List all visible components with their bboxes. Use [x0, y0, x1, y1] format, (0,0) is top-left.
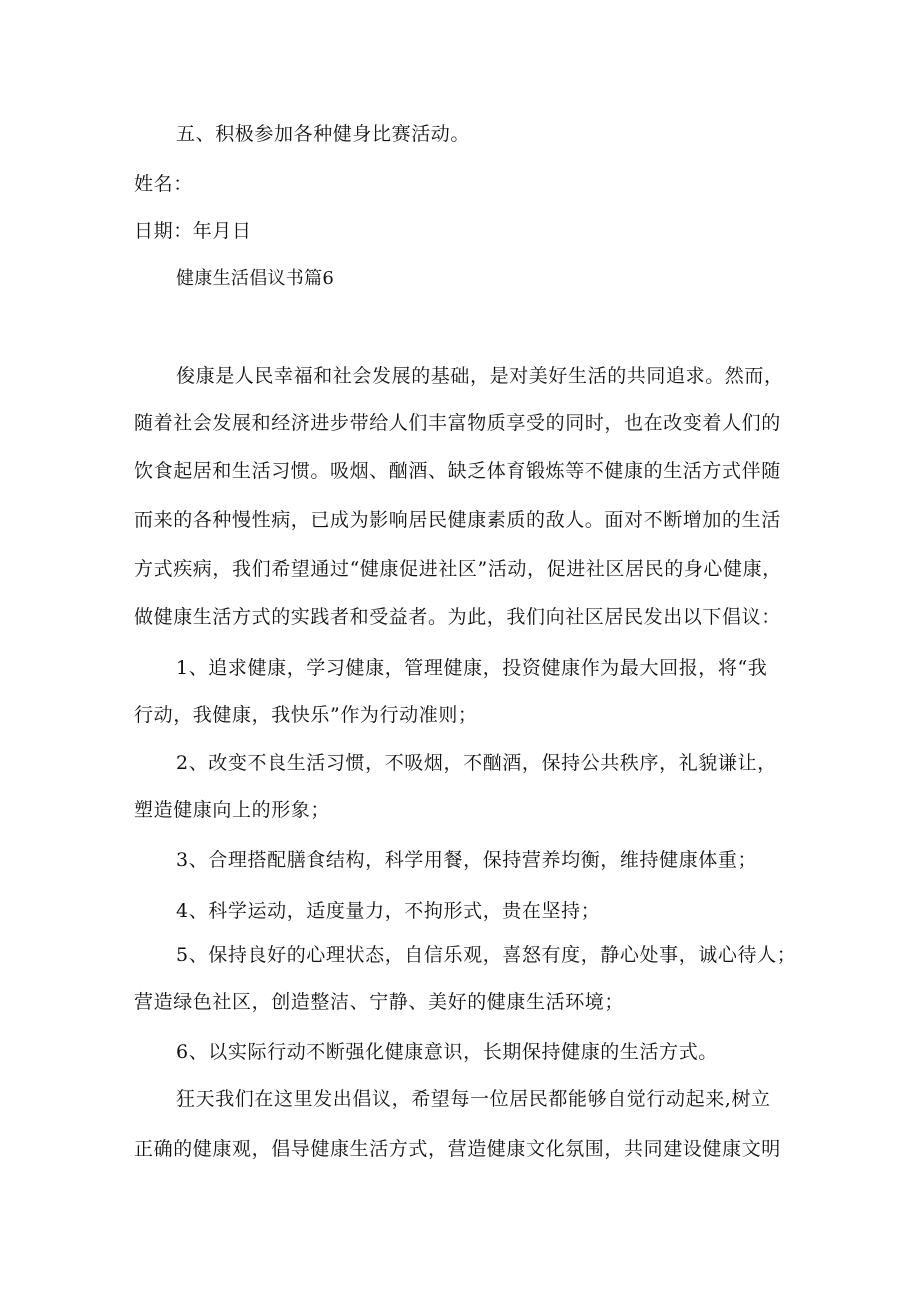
list-item-line: 2、改变不良生活习惯，不吸烟，不酗酒，保持公共秩序，礼貌谦让， — [176, 752, 777, 774]
list-item-line: 1、追求健康，学习健康，管理健康，投资健康作为最大回报，将“我 — [176, 657, 768, 679]
paragraph-line: 做健康生活方式的实践者和受益者。为此，我们向社区居民发出以下倡议： — [134, 606, 781, 628]
section-title: 健康生活倡议书篇6 — [176, 268, 335, 289]
list-item-line: 6、以实际行动不断强化健康意识，长期保持健康的生活方式。 — [176, 1041, 718, 1063]
signature-date-label: 日期：年月日 — [134, 220, 252, 242]
paragraph-line: 方式疾病，我们希望通过“健康促进社区”活动，促进社区居民的身心健康， — [134, 558, 782, 580]
paragraph-line: 饮食起居和生活习惯。吸烟、酗酒、缺乏体育锻炼等不健康的生活方式伴随 — [134, 460, 781, 482]
paragraph-line: 俊康是人民幸福和社会发展的基础，是对美好生活的共同追求。然而， — [176, 365, 784, 387]
list-item-line: 3、合理搭配膳食结构，科学用餐，保持营养均衡，维持健康体重； — [176, 849, 758, 871]
paragraph-line: 而来的各种慢性病，已成为影响居民健康素质的敌人。面对不断增加的生活 — [134, 509, 781, 531]
intro-line-item-five: 五、积极参加各种健身比赛活动。 — [176, 123, 471, 145]
list-item-line: 塑造健康向上的形象； — [134, 799, 331, 821]
list-item-line: 5、保持良好的心理状态，自信乐观，喜怒有度，静心处事，诚心待人； — [176, 944, 797, 966]
signature-name-label: 姓名： — [134, 173, 193, 195]
closing-line: 狂天我们在这里发出倡议，希望每一位居民都能够自觉行动起来,树立 — [176, 1088, 771, 1110]
list-item-line: 行动，我健康，我快乐”作为行动准则； — [134, 704, 478, 726]
list-item-line: 4、科学运动，适度量力，不拘形式，贵在坚持； — [176, 900, 601, 922]
closing-line: 正确的健康观，倡导健康生活方式，营造健康文化氛围，共同建设健康文明 — [134, 1138, 781, 1160]
paragraph-line: 随着社会发展和经济进步带给人们丰富物质享受的同时，也在改变着人们的 — [134, 412, 781, 434]
list-item-line: 营造绿色社区，创造整洁、宁静、美好的健康生活环境； — [134, 991, 625, 1013]
